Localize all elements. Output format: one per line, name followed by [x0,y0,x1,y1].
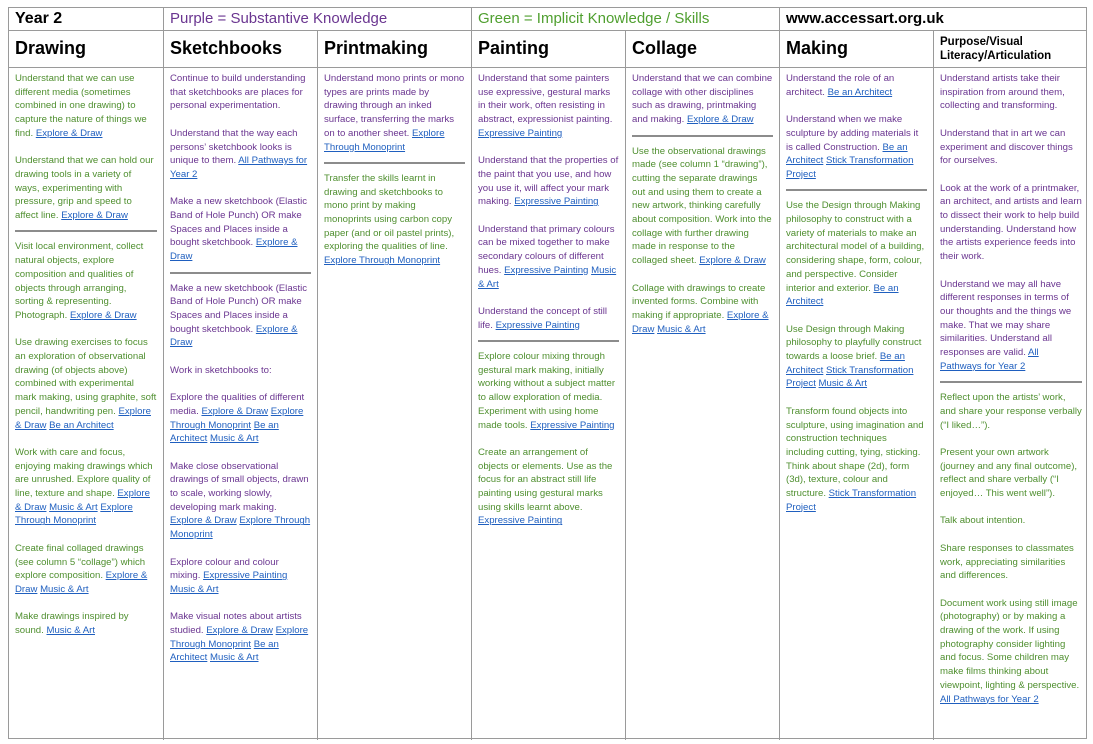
paragraph-text: Make close observational drawings of small objects, drawn to scale, working slowly, developing mark making. [170,460,309,513]
content-paragraph [478,72,619,141]
website-cell [779,8,1088,30]
paragraph-text: Talk about intention. [940,515,1026,527]
column-content [625,68,779,740]
column-header-cell [779,31,933,67]
paragraph-text: Explore colour and colour mixing. [170,556,279,582]
paragraph-text: Use drawing exercises to focus an exploration of observational drawing (of objects above) combined with experimental mark making, using graphite, soft pencil, handwriting pen. [15,337,157,417]
pathway-link[interactable]: Explore Through Monoprint [170,515,311,541]
pathway-link[interactable]: Explore & Draw [201,405,269,417]
pathway-link[interactable]: Be an Architect [170,638,279,664]
content-paragraph [15,240,157,322]
content-paragraph [170,72,311,113]
pathway-link[interactable]: Explore & Draw [69,309,137,321]
pathway-link[interactable]: Expressive Painting [495,319,580,331]
website-label: www.accessart.org.uk [786,10,944,27]
paragraph-text: Transfer the skills learnt in drawing and sketchbooks to mono print by making monoprints using carbon copy paper (and or oil pastel prints), exploring the qualities of line. [324,172,455,253]
pathway-link[interactable]: Expressive Painting [478,127,563,139]
content-paragraph [940,597,1082,707]
pathway-link[interactable]: Expressive Painting [504,264,589,276]
column-content [471,68,625,740]
section-divider [786,189,927,191]
paragraph-text: Understand that primary colours can be mixed together to make secondary colours of different hues. [478,223,615,276]
content-paragraph [15,72,157,141]
section-divider [632,135,773,137]
content-paragraph [478,305,619,332]
paragraph-text: Explore the qualities of different media. [170,392,305,417]
pathway-link[interactable]: Music & Art [46,625,95,637]
content-paragraph [940,542,1082,583]
legend-row [9,8,1086,31]
paragraph-text: Present your own artwork (journey and any final outcome), reflect and share verbally (“I enjoyed… This went well”). [940,446,1078,500]
section-divider [324,162,465,164]
paragraph-text: Work with care and focus, enjoying making drawings which are unrushed. Explore quality of line, texture and shape. [15,446,153,500]
paragraph-text: Use the Design through Making philosophy to construct with a variety of materials to make an architectural model of a building, considering shape, form, colour, and perspective. Consider interior and exterior. [786,200,925,294]
pathway-link[interactable]: Be an Architect [786,351,905,376]
content-paragraph [478,350,619,432]
pathway-link[interactable]: Stick Transformation Project [786,364,914,390]
content-paragraph [940,182,1082,264]
content-paragraph [170,391,311,446]
paragraph-text: Understand we may all have different responses in terms of our thoughts and the things we make. That we may share similarities. Understand all responses are valid. [940,278,1072,359]
content-paragraph [478,154,619,209]
legend-purple: Purple = Substantive Knowledge [170,10,388,27]
pathway-link[interactable]: Music & Art [49,501,98,513]
pathway-link[interactable]: Explore & Draw [632,309,769,335]
column-content [163,68,317,740]
pathway-link[interactable]: Be an Architect [827,86,893,98]
paragraph-text: Create an arrangement of objects or elements. Use as the focus for an abstract still life painting using gestural marks using skills learnt above. [478,446,613,513]
paragraph-text: Transform found objects into sculpture, using imagination and construction techniques including cutting, tying, sticking. Think about shape (2d), form (3d), texture, colour and structure. [786,405,924,500]
pathway-link[interactable]: Music & Art [210,433,259,445]
column-title: Purpose/Visual Literacy/Articulation [940,36,1052,62]
pathway-link[interactable]: All Pathways for Year 2 [940,347,1039,372]
column-header-cell [317,31,471,67]
section-divider [478,340,619,342]
column-header-cell [163,31,317,67]
column-content [779,68,933,740]
paragraph-text: Look at the work of a printmaker, an architect, and artists and learn to dissect their work to help build understanding. Understand how the artists experience feeds into their work. [940,182,1082,263]
pathway-link[interactable]: Explore Through Monoprint [170,625,309,650]
column-title: Printmaking [324,38,429,58]
paragraph-text: Make a new sketchbook (Elastic Band of Hole Punch) OR make Spaces and Places inside a bought sketchbook. [170,282,308,335]
paragraph-text: Use Design through Making philosophy to playfully construct towards a loose brief. [786,323,922,363]
content-paragraph [940,72,1082,113]
paragraph-text: Understand that some painters use expressive, gestural marks in their work, often resisting in abstract, expressionist painting. [478,73,613,126]
content-paragraph [940,127,1082,168]
pathway-link[interactable]: Explore Through Monoprint [324,127,445,153]
pathway-link[interactable]: Music & Art [818,378,868,390]
content-paragraph [940,278,1082,374]
content-paragraph [170,127,311,182]
year-cell [9,8,163,30]
section-divider [170,272,311,274]
paragraph-text: Reflect upon the artists’ work, and share your response verbally (“I liked…”). [940,392,1082,431]
pathway-link[interactable]: Explore & Draw [15,405,151,431]
paragraph-text: Understand that we can combine collage with other disciplines such as drawing, printmaking and making. [632,73,773,126]
content-paragraph [324,72,465,154]
paragraph-text: Explore colour mixing through gestural mark making, initially working without a subject matter to allow exploration of media. Experiment with using home made tools. [478,351,616,431]
content-paragraph [15,610,157,637]
content-paragraph [478,223,619,292]
column-title: Drawing [15,38,87,58]
content-paragraph [15,542,157,597]
content-paragraph [940,514,1082,528]
content-paragraph [324,172,465,268]
content-paragraph [478,446,619,528]
legend-purple-cell [163,8,471,30]
paragraph-text: Understand the role of an architect. [786,73,895,98]
content-paragraph [15,336,157,432]
content-paragraph [170,282,311,351]
content-paragraph [786,405,927,515]
column-body-row [9,68,1086,740]
content-paragraph [632,282,773,337]
pathway-link[interactable]: Explore & Draw [170,237,298,263]
pathway-link[interactable]: Expressive Painting [514,196,599,208]
paragraph-text: Document work using still image (photography) or by making a drawing of the work. If using photography consider lighting and focus. Some children may make films thinking about viewpoint, lighting & perspective. [940,597,1080,691]
section-divider [15,230,157,232]
paragraph-text: Understand when we make sculpture by adding materials it is called Construction. [786,114,919,153]
section-divider [940,381,1082,383]
pathway-link[interactable]: Explore Through Monoprint [324,255,441,267]
column-content [933,68,1088,740]
paragraph-text: Continue to build understanding that sketchbooks are places for personal experimentation. [170,73,306,112]
paragraph-text: Understand that the way each persons’ sketchbook looks is unique to them. [170,127,298,167]
pathway-link[interactable]: Music & Art [40,583,89,595]
pathway-link[interactable]: Explore & Draw [15,570,148,595]
paragraph-text: Create final collaged drawings (see column 5 “collage”) which explore composition. [15,542,146,582]
paragraph-text: Understand that we can hold our drawing tools in a variety of ways, experimenting with pressure, grip and speed to affect line. [15,155,154,222]
content-paragraph [15,446,157,528]
content-paragraph [170,556,311,597]
paragraph-text: Understand that we can use different media (sometimes combined in one drawing) to capture the nature of things we find. [15,73,147,139]
paragraph-text: Work in sketchbooks to: [170,364,272,376]
pathway-link[interactable]: All Pathways for Year 2 [170,155,308,180]
pathway-link[interactable]: Explore Through Monoprint [170,405,304,431]
content-paragraph [786,72,927,99]
pathway-link[interactable]: Explore & Draw [170,323,298,349]
pathway-link[interactable]: Music & Art [170,583,219,595]
paragraph-text: Understand mono prints or mono types are prints made by drawing through an inked surface, transferring the marks on to another sheet. [324,73,465,139]
pathway-link[interactable]: Music & Art [210,652,259,664]
pathway-link[interactable]: Explore & Draw [170,515,237,527]
content-paragraph [170,364,311,378]
column-content [317,68,471,740]
column-header-cell [625,31,779,67]
column-title: Sketchbooks [170,38,283,58]
column-title: Making [786,38,849,58]
pathway-link[interactable]: Explore & Draw [15,488,150,513]
content-paragraph [170,195,311,264]
pathway-link[interactable]: Expressive Painting [203,570,288,582]
column-header-cell [933,31,1088,67]
pathway-link[interactable]: Explore & Draw [35,127,103,139]
column-title: Collage [632,38,698,58]
pathway-link[interactable]: Be an Architect [786,141,908,167]
content-paragraph [786,323,927,392]
pathway-link[interactable]: Explore & Draw [61,210,128,222]
pathway-link[interactable]: Be an Architect [49,419,114,431]
paragraph-text: Visit local environment, collect natural objects, explore composition and qualities of objects through arranging, sorting & representing. Photograph. [15,241,144,321]
column-header-cell [471,31,625,67]
content-paragraph [786,113,927,182]
content-paragraph [940,446,1082,501]
content-paragraph [15,154,157,223]
content-paragraph [170,610,311,665]
column-header-row [9,31,1086,68]
pathway-link[interactable]: Music & Art [657,323,706,335]
content-paragraph [632,145,773,268]
paragraph-text: Use the observational drawings made (see column 1 “drawing”), cutting the separate drawings out and using them to create a new artwork, thinking carefully about composition. Work into the collage with further drawing made in response to the collaged sheet. [632,145,772,267]
column-header-cell [9,31,163,67]
content-paragraph [170,460,311,542]
paragraph-text: Understand the concept of still life. [478,305,608,331]
pathway-link[interactable]: Explore & Draw [206,625,273,636]
pathway-link[interactable]: Explore Through Monoprint [15,501,133,527]
year-label: Year 2 [15,10,63,27]
pathway-link[interactable]: Stick Transformation Project [786,488,917,513]
content-paragraph [940,391,1082,432]
content-paragraph [632,72,773,127]
pathway-link[interactable]: Be an Architect [786,282,899,308]
paragraph-text: Make visual notes about artists studied. [170,611,302,636]
content-paragraph [786,199,927,309]
pathway-link[interactable]: All Pathways for Year 2 [940,693,1039,705]
pathway-link[interactable]: Explore & Draw [699,255,766,267]
column-title: Painting [478,38,549,58]
paragraph-text: Make drawings inspired by sound. [15,611,129,637]
legend-green-cell [471,8,779,30]
pathway-link[interactable]: Be an Architect [170,419,279,445]
pathway-link[interactable]: Explore & Draw [686,114,754,126]
paragraph-text: Make a new sketchbook (Elastic Band of Hole Punch) OR make Spaces and Places inside a bought sketchbook. [170,196,308,249]
paragraph-text: Understand that the properties of the paint that you use, and how you use it, will affect your mark making. [478,155,619,208]
paragraph-text: Understand that in art we can experiment and discover things for ourselves. [940,127,1073,167]
paragraph-text: Collage with drawings to create invented forms. Combine with making if appropriate. [632,282,766,321]
pathway-link[interactable]: Expressive Painting [530,419,615,431]
curriculum-table [8,7,1087,739]
legend-green: Green = Implicit Knowledge / Skills [478,10,710,27]
column-content [9,68,163,740]
pathway-link[interactable]: Music & Art [478,264,617,290]
paragraph-text: Share responses to classmates work, appreciating similarities and differences. [940,542,1074,582]
paragraph-text: Understand artists take their inspiration from around them, collecting and transforming. [940,73,1065,112]
pathway-link[interactable]: Stick Transformation Project [786,155,914,180]
pathway-link[interactable]: Expressive Painting [478,515,563,527]
